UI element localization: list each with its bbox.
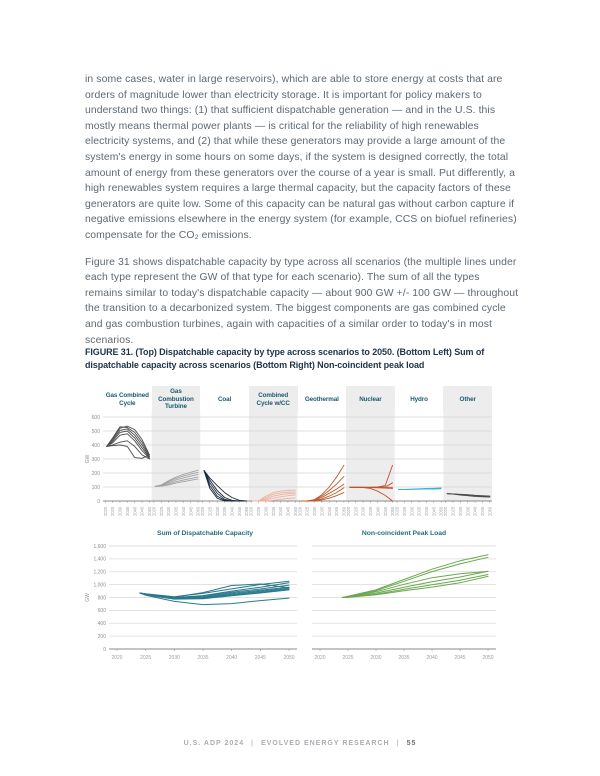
svg-text:2050: 2050 (487, 506, 493, 516)
svg-text:200: 200 (97, 633, 106, 640)
svg-text:2020: 2020 (151, 506, 157, 516)
panel-header: Gas Combustion Turbine (152, 386, 201, 413)
panel-header: Geothermal (304, 395, 339, 403)
svg-text:2050: 2050 (438, 506, 444, 516)
svg-text:2040: 2040 (472, 506, 478, 516)
svg-text:2025: 2025 (353, 506, 359, 516)
svg-text:2035: 2035 (173, 506, 179, 516)
page-footer (0, 740, 600, 747)
svg-text:2040: 2040 (426, 655, 438, 661)
svg-text:2050: 2050 (147, 506, 152, 516)
svg-text:2030: 2030 (117, 506, 123, 516)
non-coincident-peak-load-chart (308, 530, 500, 668)
svg-text:2025: 2025 (140, 655, 152, 661)
svg-text:2030: 2030 (214, 506, 220, 516)
bottom-charts-row (85, 530, 500, 668)
svg-text:0: 0 (103, 646, 106, 653)
svg-text:2050: 2050 (283, 655, 295, 661)
svg-text:100: 100 (91, 484, 100, 491)
svg-text:2025: 2025 (207, 506, 213, 516)
svg-text:2045: 2045 (382, 506, 388, 516)
page-number: 55 (406, 740, 417, 747)
sum-dispatchable-capacity-chart (85, 530, 301, 668)
figure-caption (85, 346, 519, 372)
panel-header: Gas Combined Cycle (105, 391, 149, 407)
svg-text:2045: 2045 (285, 506, 291, 516)
svg-text:2040: 2040 (229, 506, 235, 516)
svg-text:0: 0 (97, 498, 100, 505)
svg-text:2020: 2020 (394, 506, 400, 516)
svg-text:2035: 2035 (124, 506, 130, 516)
svg-text:2035: 2035 (319, 506, 325, 516)
chart-title: Non-coincident Peak Load (361, 530, 447, 537)
svg-text:2035: 2035 (368, 506, 373, 516)
footer-separator: | (396, 740, 400, 747)
svg-text:2030: 2030 (168, 655, 180, 661)
svg-text:2040: 2040 (226, 655, 238, 661)
panel-header: Hydro (410, 395, 428, 403)
footer-separator: | (251, 740, 255, 747)
svg-text:2035: 2035 (465, 506, 471, 516)
svg-text:200: 200 (91, 470, 100, 477)
svg-text:500: 500 (91, 428, 100, 435)
svg-text:2030: 2030 (263, 506, 269, 516)
svg-text:2045: 2045 (454, 655, 466, 661)
svg-text:2030: 2030 (312, 506, 318, 516)
panel-header: Other (443, 386, 492, 413)
footer-publisher: EVOLVED ENERGY RESEARCH (261, 740, 390, 747)
svg-text:2045: 2045 (480, 506, 485, 516)
figure-caption-label: FIGURE 31. (85, 347, 134, 357)
svg-text:2020: 2020 (346, 506, 351, 516)
svg-text:2025: 2025 (304, 506, 310, 516)
svg-text:600: 600 (97, 608, 106, 615)
svg-text:1,600: 1,600 (93, 543, 106, 550)
svg-text:1,200: 1,200 (93, 569, 106, 576)
paragraph-2: Figure 31 shows dispatchable capacity by type across all scenarios (the multiple lines under each type represent the GW of that type for each scenario). The sum of all the types remains similar to today's dispatchable capacity — about 900 GW +/- 100 GW — throughout the transition to a decarbonized system. The biggest components are gas combined cycle and gas combustion turbines, again with capacities of a similar order to today's in most scenarios. (85, 256, 519, 346)
svg-text:2035: 2035 (222, 506, 228, 516)
svg-text:2045: 2045 (431, 506, 437, 516)
svg-text:1,000: 1,000 (93, 582, 106, 589)
dispatchable-capacity-by-type-chart (85, 386, 500, 525)
svg-text:2045: 2045 (236, 506, 242, 516)
svg-text:2025: 2025 (158, 506, 164, 516)
svg-text:2035: 2035 (398, 655, 410, 661)
svg-text:2050: 2050 (195, 506, 201, 516)
svg-text:2030: 2030 (370, 655, 382, 661)
svg-text:2020: 2020 (111, 655, 123, 661)
svg-text:300: 300 (91, 456, 100, 463)
svg-text:2045: 2045 (254, 655, 266, 661)
svg-text:2025: 2025 (401, 506, 407, 516)
svg-text:2030: 2030 (409, 506, 415, 516)
svg-text:1,400: 1,400 (93, 556, 106, 563)
svg-text:800: 800 (97, 595, 106, 602)
svg-text:2040: 2040 (424, 506, 429, 516)
svg-text:2050: 2050 (390, 506, 396, 516)
svg-text:2040: 2040 (375, 506, 381, 516)
svg-text:2045: 2045 (334, 506, 340, 516)
svg-text:2025: 2025 (256, 506, 262, 516)
svg-text:2020: 2020 (200, 506, 206, 516)
svg-text:400: 400 (97, 621, 106, 628)
svg-text:2040: 2040 (132, 506, 138, 516)
footer-report-title: U.S. ADP 2024 (183, 740, 245, 747)
svg-text:600: 600 (91, 414, 100, 421)
svg-text:2020: 2020 (248, 506, 254, 516)
svg-text:2050: 2050 (292, 506, 298, 516)
svg-text:2020: 2020 (314, 655, 326, 661)
panel-header: Combined Cycle w/CC (249, 386, 298, 413)
svg-text:2030: 2030 (360, 506, 366, 516)
svg-text:2020: 2020 (102, 506, 108, 516)
svg-text:2040: 2040 (180, 506, 186, 516)
svg-text:2050: 2050 (341, 506, 347, 516)
figure-caption-text: (Top) Dispatchable capacity by type across scenarios to 2050. (Bottom Left) Sum of dispatchable capacity across scenarios (Bottom Right) Non-coincident peak load (85, 347, 485, 370)
svg-text:2020: 2020 (297, 506, 303, 516)
paragraph-1: in some cases, water in large reservoirs), which are able to store energy at costs that are orders of magnitude lower than electricity storage. It is important for policy makers to understand two things: (1) that sufficient dispatchable generation — and in the U.S. this mostly means thermal power plants — is critical for the reliability of high renewables electricity systems, and (2) that while these generators may provide a large amount of the system's energy in some hours on some days, if the system is designed correctly, the total amount of energy from these generators over the course of a year is small. Put differently, a high renewables system requires a large thermal capacity, but the capacity factors of these generators are quite low. Some of this capacity can be natural gas without carbon capture if negative emissions elsewhere in the energy system (for example, CCS on biofuel refineries) compensate for the CO₂ emissions. (85, 74, 517, 241)
svg-text:2025: 2025 (342, 655, 354, 661)
svg-text:2035: 2035 (416, 506, 422, 516)
svg-text:2040: 2040 (278, 506, 284, 516)
svg-text:GW: GW (85, 454, 91, 464)
svg-text:2035: 2035 (197, 655, 209, 661)
sum-dispatchable-capacity-chart-canvas (85, 540, 301, 668)
svg-text:2045: 2045 (139, 506, 145, 516)
svg-text:2050: 2050 (244, 506, 250, 516)
chart-title: Sum of Dispatchable Capacity (156, 530, 254, 537)
non-coincident-peak-load-chart-canvas (308, 540, 500, 668)
svg-text:2020: 2020 (443, 506, 449, 516)
svg-text:2030: 2030 (457, 506, 463, 516)
svg-text:2035: 2035 (270, 506, 276, 516)
svg-text:2025: 2025 (110, 506, 116, 516)
svg-text:2045: 2045 (188, 506, 194, 516)
svg-text:2050: 2050 (482, 655, 494, 661)
svg-text:GW: GW (85, 593, 91, 602)
svg-text:2030: 2030 (166, 506, 172, 516)
svg-text:400: 400 (91, 442, 100, 449)
body-text (85, 72, 519, 359)
figure-31 (85, 386, 500, 668)
panel-header: Coal (217, 395, 232, 403)
svg-text:2025: 2025 (450, 506, 456, 516)
panel-header: Nuclear (346, 386, 395, 413)
dispatchable-capacity-chart-canvas (85, 413, 500, 525)
svg-text:2040: 2040 (326, 506, 332, 516)
panel-header-row (103, 386, 492, 413)
